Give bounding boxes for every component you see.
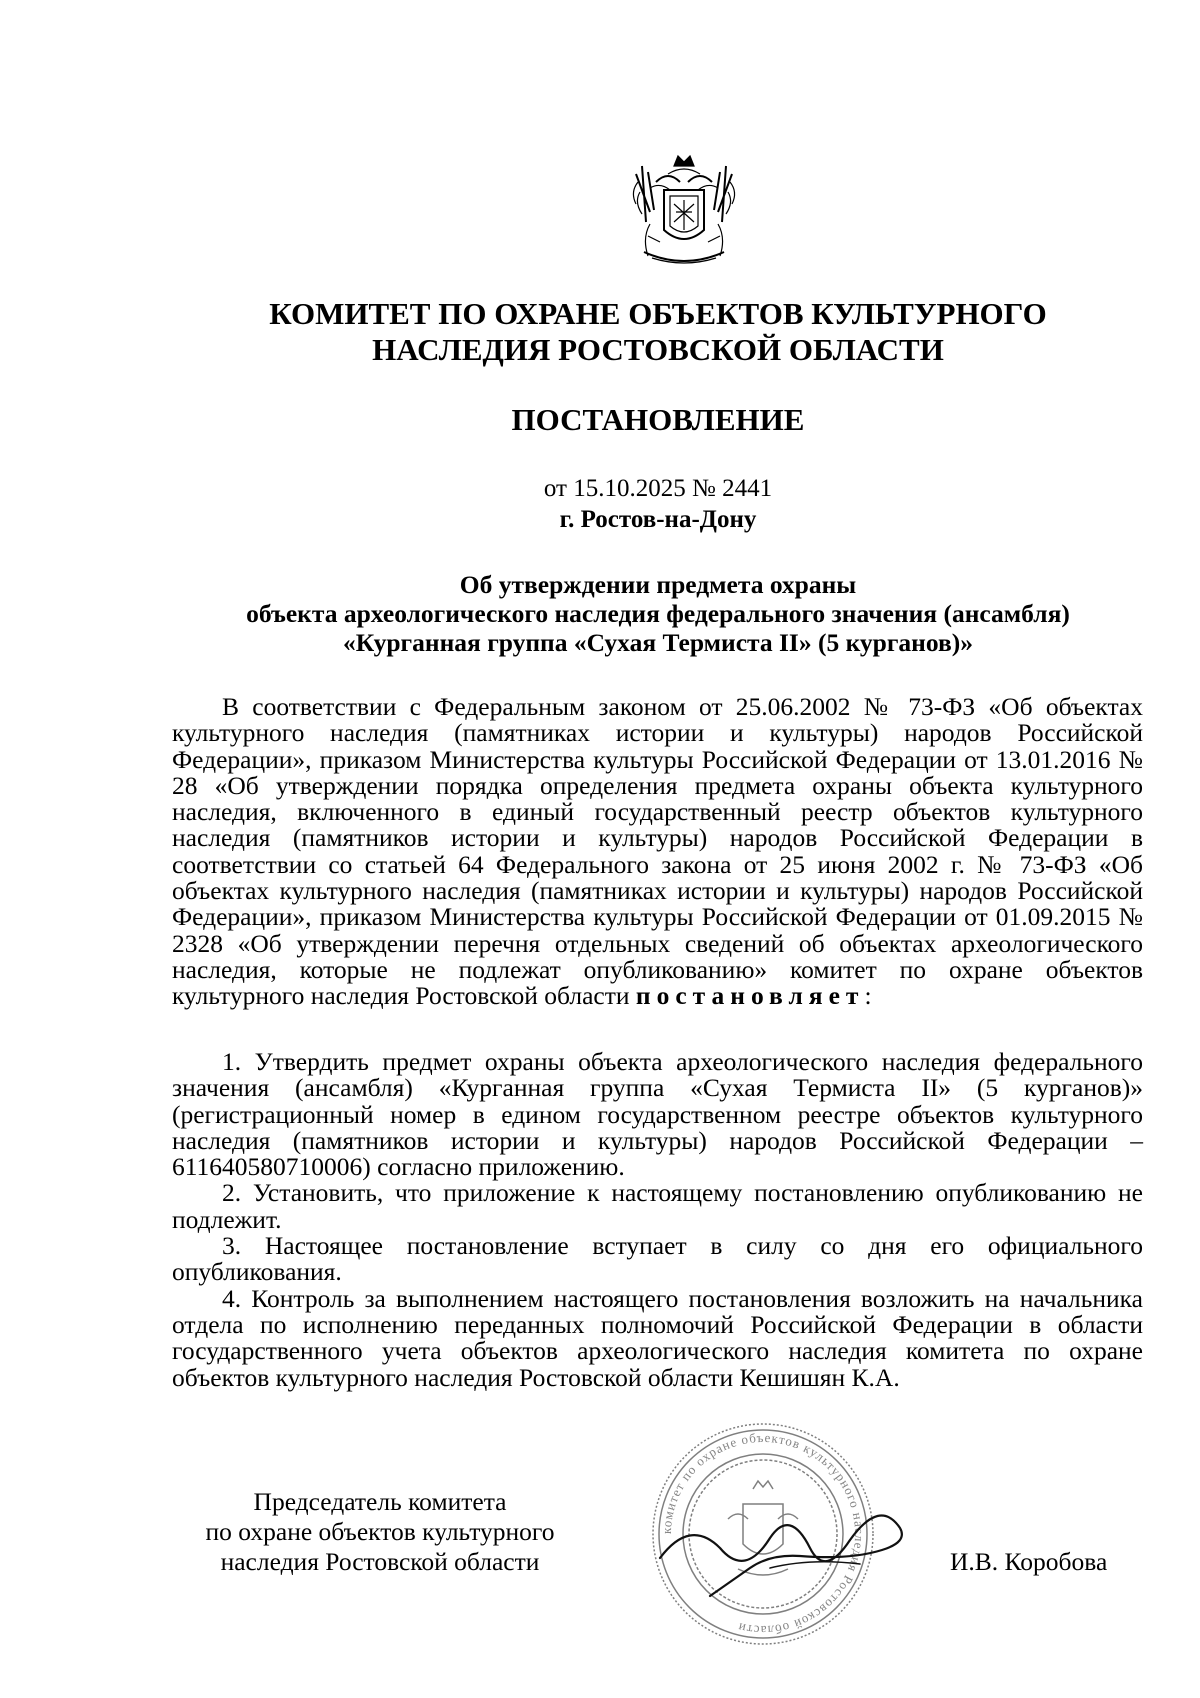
signatory-title (170, 1487, 590, 1577)
signatory-title-line1: Председатель комитета (253, 1487, 507, 1516)
subject-line2: объекта археологического наследия федерального значения (ансамбля) (246, 599, 1070, 628)
resolves-word: постановляет (635, 981, 865, 1011)
organization-title-line2: НАСЛЕДИЯ РОСТОВСКОЙ ОБЛАСТИ (372, 332, 944, 367)
handwritten-signature (650, 1478, 960, 1628)
document-date-number: от 15.10.2025 № 2441 (543, 475, 773, 502)
preamble-paragraph (172, 694, 1143, 1010)
resolution-item-3: 3. Настоящее постановление вступает в силу со дня его официального опубликования. (172, 1231, 1143, 1287)
signatory-title-line3: наследия Ростовской области (220, 1547, 540, 1576)
stamp-ring-text: комитет по охране объектов культурного наследия Ростовской области (658, 1429, 868, 1639)
document-type: ПОСТАНОВЛЕНИЕ (511, 402, 805, 437)
signatory-name: И.В. Коробова (950, 1547, 1108, 1576)
preamble (172, 694, 1143, 1010)
resolution-items (172, 1049, 1143, 1391)
resolves-colon: : (864, 981, 872, 1011)
signatory-title-line2: по охране объектов культурного (205, 1517, 555, 1546)
organization-title-line1: КОМИТЕТ ПО ОХРАНЕ ОБЪЕКТОВ КУЛЬТУРНОГО (269, 296, 1047, 331)
coat-of-arms-icon (620, 152, 748, 268)
preamble-text: В соответствии с Федеральным законом от 25.06.2002 № 73-ФЗ «Об объектах культурного наследия (памятниках истории и культуры) народов Российской Федерации», приказом Министерства культуры Российской Федерации от 13.01.2016 № 28 «Об утверждении порядка определения предмета охраны объекта культурного наследия, включенного в единый государственный реестр объектов культурного наследия (памятников истории и культуры) народов Российской Федерации в соответствии со статьей 64 Федерального закона от 25 июня 2002 г. № 73-ФЗ «Об объектах культурного наследия (памятниках истории и культуры) народов Российской Федерации», приказом Министерства культуры Российской Федерации от 01.09.2015 № 2328 «Об утверждении перечня отдельных сведений об объектах археологического наследия, которые не подлежат опубликованию» комитет по охране объектов культурного наследия Ростовской области (172, 692, 1143, 1011)
organization-title (0, 296, 1200, 368)
document-subject (180, 570, 1136, 657)
subject-line3: «Курганная группа «Сухая Термиста II» (5 курганов)» (343, 628, 973, 657)
document-city: г. Ростов-на-Дону (559, 506, 757, 533)
resolution-item-1: 1. Утвердить предмет охраны объекта археологического наследия федерального значения (ансамбля) «Курганная группа «Сухая Термиста II» (5 курганов)» (регистрационный номер в едином государственном реестре объектов культурного наследия (памятников истории и культуры) народов Российской Федерации – 611640580710006) согласно приложению. (172, 1047, 1143, 1182)
resolution-item-4: 4. Контроль за выполнением настоящего постановления возложить на начальника отдела по исполнению переданных полномочий Российской Федерации в области государственного учета объектов археологического наследия комитета по охране объектов культурного наследия Ростовской области Кешишян К.А. (172, 1283, 1143, 1392)
subject-line1: Об утверждении предмета охраны (459, 570, 857, 599)
resolution-item-2: 2. Установить, что приложение к настоящему постановлению опубликованию не подлежит. (172, 1178, 1143, 1234)
